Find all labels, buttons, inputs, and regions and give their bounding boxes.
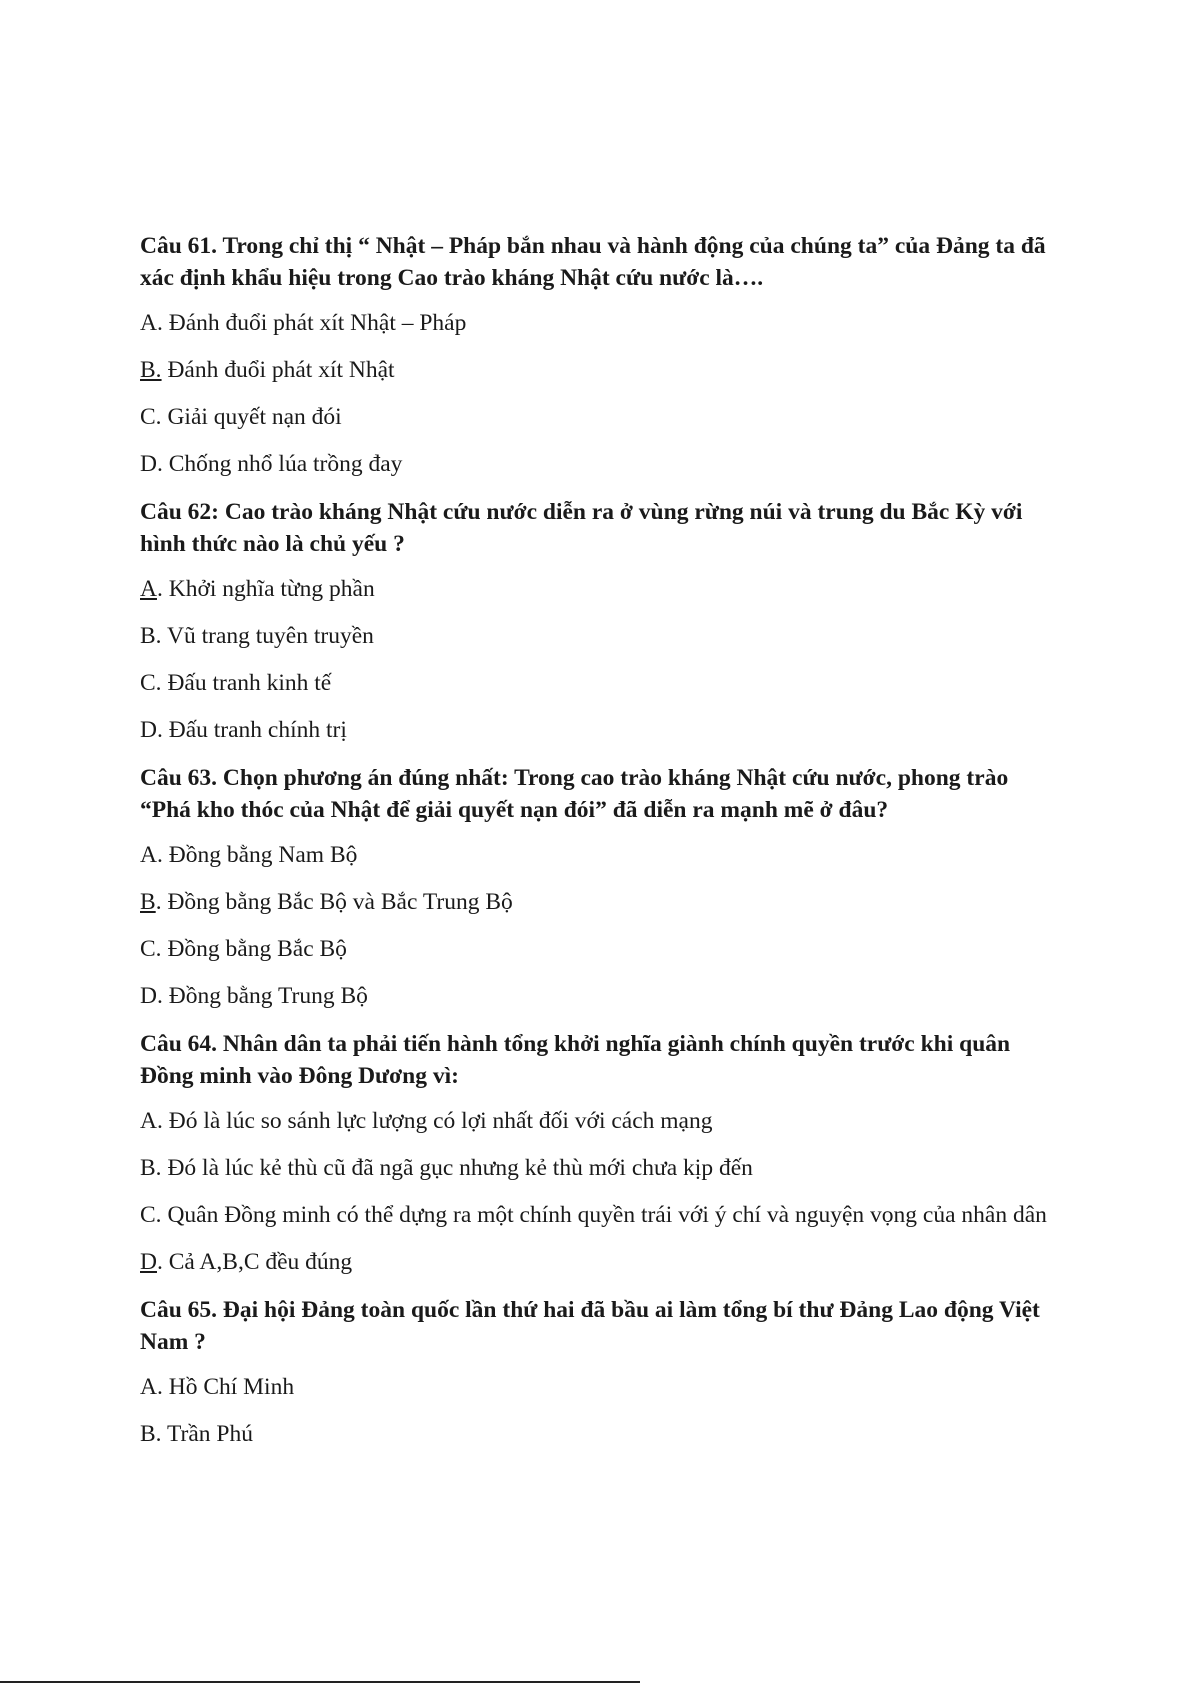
question-63-text: Câu 63. Chọn phương án đúng nhất: Trong cao trào kháng Nhật cứu nước, phong trào “Phá kho thóc của Nhật để giải quyết nạn đói” đã diễn ra mạnh mẽ ở đâu? bbox=[140, 765, 1009, 823]
question-65-option-b: B. Trần Phú bbox=[140, 1421, 253, 1447]
question-64-text: Câu 64. Nhân dân ta phải tiến hành tổng khởi nghĩa giành chính quyền trước khi quân Đồng minh vào Đông Dương vì: bbox=[140, 1031, 1011, 1089]
question-62-option-d: D. Đấu tranh chính trị bbox=[140, 717, 347, 743]
question-61-option-c: C. Giải quyết nạn đói bbox=[140, 404, 342, 430]
question-63-option-c: C. Đồng bằng Bắc Bộ bbox=[140, 936, 347, 962]
question-64-option-a: A. Đó là lúc so sánh lực lượng có lợi nhất đối với cách mạng bbox=[140, 1108, 713, 1134]
question-block-62 bbox=[140, 496, 1060, 745]
question-block-61 bbox=[140, 230, 1060, 479]
question-62-text: Câu 62: Cao trào kháng Nhật cứu nước diễn ra ở vùng rừng núi và trung du Bắc Kỳ với hình thức nào là chủ yếu ? bbox=[140, 499, 1023, 557]
question-61-text: Câu 61. Trong chỉ thị “ Nhật – Pháp bắn nhau và hành động của chúng ta” của Đảng ta đã xác định khẩu hiệu trong Cao trào kháng Nhật cứu nước là…. bbox=[140, 233, 1046, 291]
question-63-option-b: B. Đồng bằng Bắc Bộ và Bắc Trung Bộ bbox=[140, 889, 513, 915]
question-63-option-d: D. Đồng bằng Trung Bộ bbox=[140, 983, 368, 1009]
question-63-option-a: A. Đồng bằng Nam Bộ bbox=[140, 842, 358, 868]
question-62-option-c: C. Đấu tranh kinh tế bbox=[140, 670, 332, 696]
question-61-option-a: A. Đánh đuổi phát xít Nhật – Pháp bbox=[140, 310, 467, 336]
question-block-63 bbox=[140, 762, 1060, 1011]
question-block-65 bbox=[140, 1294, 1060, 1449]
question-65-text: Câu 65. Đại hội Đảng toàn quốc lần thứ hai đã bầu ai làm tổng bí thư Đảng Lao động Việt Nam ? bbox=[140, 1297, 1040, 1355]
question-62-option-b: B. Vũ trang tuyên truyền bbox=[140, 623, 374, 649]
page-bottom-rule bbox=[0, 1681, 640, 1683]
question-61-option-b: B. Đánh đuổi phát xít Nhật bbox=[140, 357, 395, 383]
document-page bbox=[140, 230, 1060, 1466]
question-64-option-d: D. Cả A,B,C đều đúng bbox=[140, 1249, 353, 1275]
question-61-option-d: D. Chống nhổ lúa trồng đay bbox=[140, 451, 403, 477]
question-64-option-b: B. Đó là lúc kẻ thù cũ đã ngã gục nhưng kẻ thù mới chưa kịp đến bbox=[140, 1155, 753, 1181]
question-65-option-a: A. Hồ Chí Minh bbox=[140, 1374, 295, 1400]
question-block-64 bbox=[140, 1028, 1060, 1277]
question-62-option-a: A. Khởi nghĩa từng phần bbox=[140, 576, 375, 602]
question-64-option-c: C. Quân Đồng minh có thể dựng ra một chính quyền trái với ý chí và nguyện vọng của nhân dân bbox=[140, 1202, 1047, 1228]
